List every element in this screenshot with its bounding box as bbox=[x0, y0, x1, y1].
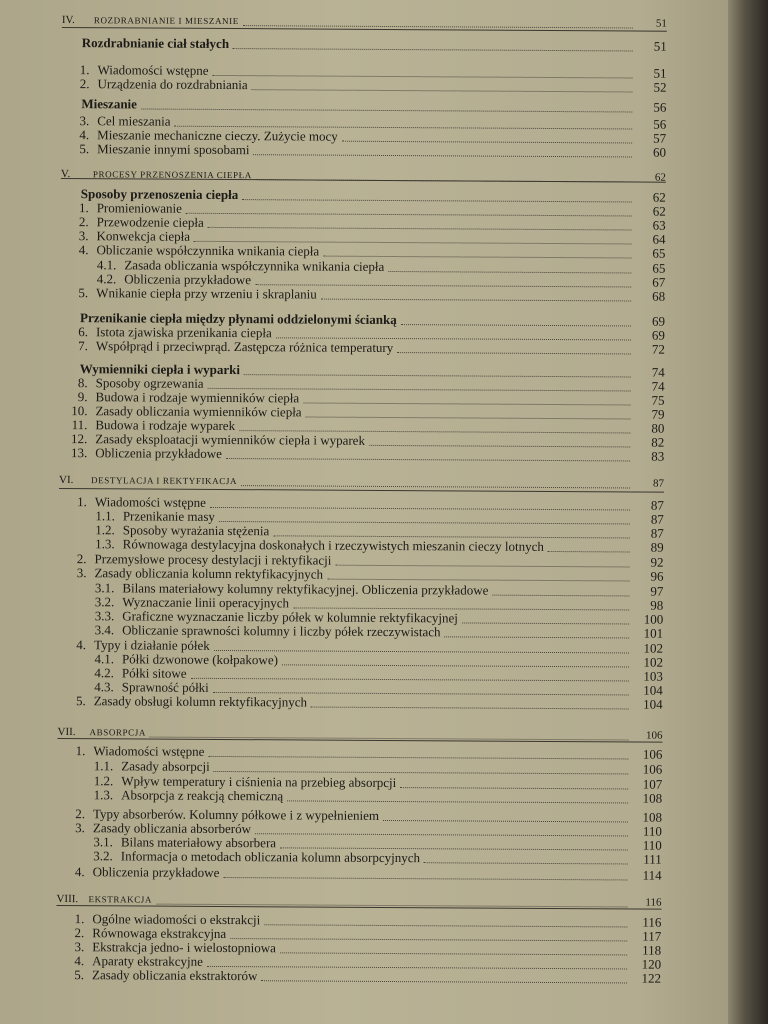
entry-title: Sposoby wyrażania stężenia bbox=[122, 522, 270, 539]
entry-title: Typy i działanie półek bbox=[94, 637, 210, 653]
item-number: 5. bbox=[74, 967, 85, 983]
item-number: 2. bbox=[76, 551, 87, 567]
page-number: 102 bbox=[643, 654, 664, 670]
entry-title: Wyznaczanie linii operacyjnych bbox=[122, 594, 290, 611]
entry-title: Zasada obliczania współczynnika wnikania ciepła bbox=[124, 257, 385, 274]
toc-item[interactable] bbox=[56, 967, 661, 987]
entry-title: Bilans materiałowy absorbera bbox=[120, 834, 277, 851]
item-number: 3. bbox=[79, 113, 90, 129]
entry-title: Zasady obliczania wymienników ciepła bbox=[95, 403, 302, 420]
item-number: 13. bbox=[70, 445, 88, 461]
item-number: 1.1. bbox=[93, 758, 114, 774]
page-number: 114 bbox=[642, 867, 662, 883]
toc-item[interactable] bbox=[61, 76, 666, 96]
page-number: 117 bbox=[642, 928, 662, 944]
item-number: 7. bbox=[78, 338, 88, 354]
dot-leader bbox=[548, 548, 630, 551]
item-number: 8. bbox=[77, 375, 88, 391]
item-number: 3.3. bbox=[94, 608, 115, 624]
page-number: 51 bbox=[655, 17, 667, 30]
page-number: 69 bbox=[652, 313, 666, 329]
entry-title: Istota zjawiska przenikania ciepła bbox=[95, 324, 272, 341]
chapter-number: VIII. bbox=[56, 892, 79, 906]
page-number: 74 bbox=[651, 378, 665, 394]
item-number: 12. bbox=[71, 431, 88, 447]
toc-item[interactable] bbox=[60, 285, 665, 305]
entry-title: Sposoby ogrzewania bbox=[95, 375, 204, 391]
page-number: 62 bbox=[654, 171, 666, 184]
item-number: 4. bbox=[76, 637, 87, 653]
entry-title: Sposoby przenoszenia ciepła bbox=[80, 186, 239, 203]
item-number: 3. bbox=[74, 939, 85, 955]
toc-section[interactable] bbox=[62, 35, 667, 55]
dot-leader bbox=[241, 483, 630, 488]
item-number: 3.1. bbox=[94, 580, 115, 596]
item-number: 1. bbox=[74, 911, 85, 927]
dot-leader bbox=[208, 753, 628, 759]
page-number: 106 bbox=[645, 729, 663, 742]
entry-title: Mieszanie innymi sposobami bbox=[97, 141, 250, 158]
item-number: 4.3. bbox=[94, 679, 114, 695]
page-number: 96 bbox=[650, 568, 664, 584]
entry-title: DESTYLACJA I REKTYFIKACJA bbox=[91, 475, 238, 487]
item-number: 1. bbox=[79, 62, 90, 78]
dot-leader bbox=[223, 875, 627, 880]
page-number: 106 bbox=[642, 761, 663, 777]
entry-title: Bilans materiałowy kolumny rektyfikacyjnej. Obliczenia przykładowe bbox=[122, 580, 489, 598]
item-number: 4. bbox=[74, 864, 85, 880]
page-number: 111 bbox=[643, 851, 662, 867]
entry-title: Półki dzwonowe (kołpakowe) bbox=[121, 651, 278, 668]
entry-title: Obliczanie sprawności kolumny i liczby półek rzeczywistach bbox=[122, 622, 441, 640]
toc-item[interactable] bbox=[57, 864, 662, 884]
item-number: 10. bbox=[71, 403, 88, 419]
page-number: 92 bbox=[650, 554, 664, 570]
dot-leader bbox=[445, 634, 630, 638]
item-number: 4. bbox=[74, 953, 85, 969]
entry-title: Obliczanie współczynnika wnikania ciepła bbox=[96, 242, 320, 259]
page-number: 67 bbox=[652, 274, 666, 290]
entry-title: Półki sitowe bbox=[121, 665, 187, 681]
page-number: 82 bbox=[651, 434, 665, 450]
dot-leader bbox=[424, 860, 628, 864]
page-number: 64 bbox=[652, 231, 666, 247]
page-number: 65 bbox=[652, 260, 666, 276]
entry-title: Cel mieszania bbox=[97, 113, 171, 129]
entry-title: Równowaga destylacyjna doskonałych i rzeczywistych mieszanin cieczy lotnych bbox=[122, 536, 544, 554]
dot-leader bbox=[253, 152, 632, 157]
entry-title: Konwekcja ciepła bbox=[96, 228, 191, 244]
dot-leader bbox=[261, 978, 627, 983]
toc-chapter[interactable] bbox=[61, 166, 666, 186]
page-number: 87 bbox=[650, 525, 664, 541]
toc-item[interactable] bbox=[60, 338, 665, 358]
entry-title: Mieszanie mechaniczne cieczy. Zużycie mocy bbox=[97, 127, 338, 144]
entry-title: Zasady obliczania kolumn rektyfikacyjnych bbox=[94, 565, 324, 582]
dot-leader bbox=[311, 704, 629, 709]
entry-title: Aparaty ekstrakcyjne bbox=[92, 953, 203, 969]
item-number: 2. bbox=[78, 214, 89, 230]
page-number: 97 bbox=[650, 583, 664, 599]
dot-leader bbox=[233, 46, 633, 51]
entry-title: Wpływ temperatury i ciśnienia na przebieg absorpcji bbox=[121, 773, 397, 791]
item-number: 6. bbox=[78, 324, 89, 340]
page-number: 118 bbox=[642, 942, 662, 958]
page-number: 56 bbox=[653, 99, 667, 115]
item-number: 3.2. bbox=[94, 594, 115, 610]
page-number: 65 bbox=[652, 245, 666, 261]
page-number: 74 bbox=[651, 364, 665, 380]
toc-item[interactable] bbox=[59, 445, 664, 465]
entry-title: Graficzne wyznaczanie liczby półek w kolumnie rektyfikacyjnej bbox=[122, 608, 458, 626]
entry-title: Przenikanie masy bbox=[122, 508, 215, 524]
item-number: 1.3. bbox=[93, 787, 114, 803]
item-number: 1.1. bbox=[95, 508, 115, 524]
item-number: 3.2. bbox=[93, 848, 113, 864]
page-number: 104 bbox=[643, 696, 663, 712]
dot-leader bbox=[214, 768, 629, 774]
page-number: 63 bbox=[652, 217, 666, 233]
chapter-number: VII. bbox=[57, 725, 76, 739]
page-number: 51 bbox=[653, 38, 667, 54]
toc-item[interactable] bbox=[58, 693, 663, 713]
entry-title: Zasady absorpcji bbox=[121, 758, 210, 774]
item-number: 1.3. bbox=[95, 536, 115, 552]
page-number: 103 bbox=[643, 668, 663, 684]
dot-leader bbox=[327, 576, 629, 581]
item-number: 9. bbox=[77, 389, 88, 405]
item-number: 2. bbox=[75, 806, 86, 822]
dot-leader bbox=[397, 350, 631, 354]
entry-title: PROCESY PRZENOSZENIA CIEPŁA bbox=[92, 169, 252, 181]
page-number: 116 bbox=[642, 914, 662, 930]
page-number: 56 bbox=[653, 116, 667, 132]
entry-title: Budowa i rodzaje wymienników ciepła bbox=[95, 389, 300, 406]
item-number: 2. bbox=[79, 76, 90, 92]
page-number: 57 bbox=[653, 130, 667, 146]
page-number: 122 bbox=[641, 970, 662, 986]
item-number: 2. bbox=[74, 925, 85, 941]
item-number: 4.1. bbox=[96, 257, 117, 273]
item-number: 1. bbox=[75, 743, 86, 759]
entry-title: Typy absorberów. Kolumny półkowe i z wypełnieniem bbox=[92, 806, 380, 823]
dot-leader bbox=[141, 106, 632, 112]
page-number: 62 bbox=[652, 203, 666, 219]
page-number: 75 bbox=[651, 392, 665, 408]
entry-title: Wiadomości wstępne bbox=[94, 494, 207, 510]
entry-title: Przewodzenie ciepła bbox=[96, 214, 204, 230]
page-number: 101 bbox=[643, 625, 664, 641]
entry-title: Promieniowanie bbox=[96, 200, 182, 216]
chapter-number: V. bbox=[60, 167, 71, 181]
item-number: 3. bbox=[75, 820, 85, 836]
page-number: 116 bbox=[645, 896, 662, 909]
dot-leader bbox=[226, 456, 630, 461]
entry-title: Współprąd i przeciwprąd. Zastępcza różnica temperatury bbox=[95, 338, 394, 356]
item-number: 1.2. bbox=[93, 773, 114, 789]
entry-title: Obliczenia przykładowe bbox=[124, 271, 252, 288]
page-number: 87 bbox=[650, 497, 664, 513]
entry-title: Obliczenia przykładowe bbox=[92, 864, 220, 880]
item-number: 3.4. bbox=[94, 622, 115, 638]
page-number: 87 bbox=[653, 477, 665, 490]
entry-title: Absorpcja z reakcją chemiczną bbox=[121, 787, 284, 804]
entry-title: Zasady eksploatacji wymienników ciepła i wyparek bbox=[95, 431, 366, 448]
page-number: 108 bbox=[642, 809, 663, 825]
item-number: 4.2. bbox=[94, 665, 114, 681]
page-number: 110 bbox=[642, 823, 662, 839]
page-number: 51 bbox=[653, 65, 667, 81]
page-number: 120 bbox=[641, 956, 662, 972]
entry-title: Obliczenia przykładowe bbox=[95, 445, 222, 461]
item-number: 4.1. bbox=[94, 651, 115, 667]
dot-leader bbox=[252, 87, 633, 92]
toc-item[interactable] bbox=[57, 787, 662, 807]
dot-leader bbox=[492, 592, 629, 596]
entry-title: Wymienniki ciepła i wyparki bbox=[79, 361, 241, 378]
page-number: 89 bbox=[650, 539, 664, 555]
entry-title: EKSTRAKCJA bbox=[88, 894, 153, 905]
dot-leader bbox=[287, 798, 628, 803]
chapter-number: VI. bbox=[59, 473, 74, 487]
page-number: 68 bbox=[652, 288, 666, 304]
entry-title: Przemysłowe procesy destylacji i rektyfikacji bbox=[94, 551, 332, 568]
entry-title: Budowa i rodzaje wyparek bbox=[95, 417, 236, 434]
item-number: 11. bbox=[71, 417, 88, 433]
entry-title: Sprawność półki bbox=[121, 679, 209, 695]
entry-title: ABSORPCJA bbox=[89, 727, 146, 738]
entry-title: Ogólne wiadomości o ekstrakcji bbox=[92, 911, 261, 928]
page-number: 87 bbox=[650, 511, 664, 527]
entry-title: Rozdrabnianie ciał stałych bbox=[81, 35, 230, 52]
page-number: 102 bbox=[643, 640, 664, 656]
dot-leader bbox=[321, 296, 631, 301]
entry-title: Wiadomości wstępne bbox=[93, 743, 205, 759]
page-number: 69 bbox=[651, 327, 666, 343]
entry-title: Mieszanie bbox=[81, 96, 138, 112]
page-number: 80 bbox=[651, 420, 665, 436]
entry-title: Przenikanie ciepła między płynami oddzielonymi ścianką bbox=[80, 310, 397, 328]
item-number: 1. bbox=[78, 200, 89, 216]
item-number: 3. bbox=[78, 228, 89, 244]
dot-leader bbox=[243, 23, 633, 28]
item-number: 4.2. bbox=[96, 271, 117, 287]
item-number: 5. bbox=[79, 141, 90, 157]
page-number: 110 bbox=[642, 837, 662, 853]
dot-leader bbox=[323, 253, 631, 258]
page-number: 52 bbox=[653, 79, 667, 95]
entry-title: Wiadomości wstępne bbox=[97, 62, 209, 78]
entry-title: Informacja o metodach obliczania kolumn absorpcyjnych bbox=[120, 848, 421, 866]
page-number: 62 bbox=[652, 189, 666, 205]
item-number: 5. bbox=[78, 285, 89, 301]
page-number: 108 bbox=[642, 790, 663, 806]
page-edge bbox=[728, 0, 768, 1024]
entry-title: Zasady obliczania absorberów bbox=[92, 820, 252, 837]
entry-title: Równowaga ekstrakcyjna bbox=[92, 925, 227, 942]
page-number: 98 bbox=[650, 597, 664, 613]
page-number: 72 bbox=[651, 341, 665, 357]
page-number: 104 bbox=[643, 682, 663, 698]
entry-title: Zasady obliczania ekstraktorów bbox=[92, 967, 258, 984]
page-number: 107 bbox=[642, 776, 663, 792]
item-number: 4. bbox=[79, 127, 90, 143]
item-number: 1.2. bbox=[95, 522, 115, 538]
item-number: 3.1. bbox=[93, 834, 113, 850]
entry-title: Ekstrakcja jedno- i wielostopniowa bbox=[92, 939, 277, 956]
toc-item[interactable] bbox=[61, 141, 666, 161]
entry-title: Wnikanie ciepła przy wrzeniu i skraplaniu bbox=[96, 285, 317, 302]
item-number: 3. bbox=[76, 565, 87, 581]
dot-leader bbox=[462, 620, 629, 624]
page-number: 100 bbox=[643, 611, 664, 627]
item-number: 5. bbox=[75, 693, 86, 709]
page-number: 83 bbox=[651, 448, 665, 464]
page-number: 106 bbox=[642, 746, 663, 762]
entry-title: Zasady obsługi kolumn rektyfikacyjnych bbox=[93, 693, 308, 710]
item-number: 1. bbox=[77, 494, 87, 510]
entry-title: ROZDRABNIANIE I MIESZANIE bbox=[93, 15, 239, 27]
page-number: 79 bbox=[651, 406, 665, 422]
page-number: 60 bbox=[653, 144, 667, 160]
table-of-contents bbox=[56, 0, 667, 986]
chapter-number: IV. bbox=[61, 13, 75, 27]
item-number: 4. bbox=[78, 242, 89, 258]
entry-title: Urządzenia do rozdrabniania bbox=[97, 76, 248, 93]
